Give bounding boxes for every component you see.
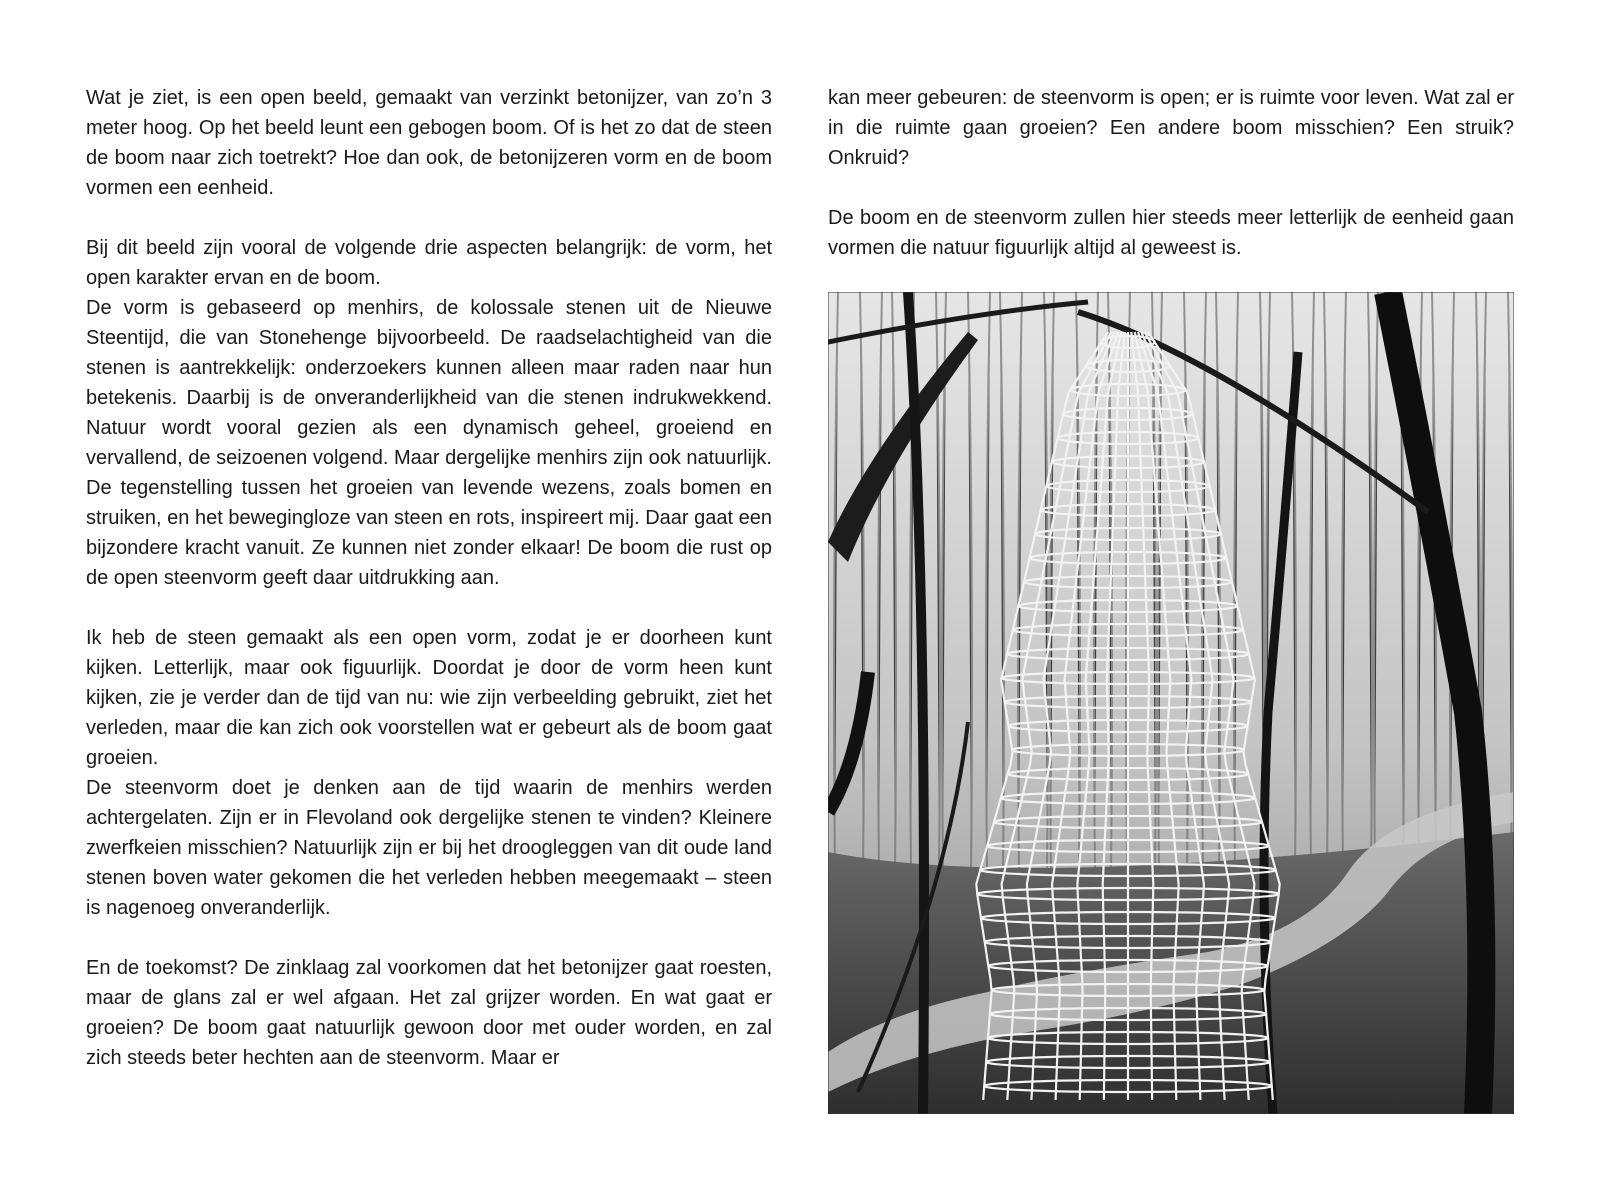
paragraph-2: Bij dit beeld zijn vooral de volgende drie aspecten belangrijk: de vorm, het open karakter ervan en de boom. xyxy=(86,237,772,289)
paragraph-8: De boom en de steenvorm zullen hier steeds meer letterlijk de eenheid gaan vormen die natuur figuurlijk altijd al geweest is. xyxy=(828,207,1514,259)
paragraph-3: De vorm is gebaseerd op menhirs, de kolossale stenen uit de Nieuwe Steentijd, die van Stonehenge bijvoorbeeld. De raadselachtigheid van die stenen is aantrekkelijk: onderzoekers kunnen alleen maar raden naar hun betekenis. Daarbij is de onveranderlijkheid van die stenen indrukwekkend. Natuur wordt vooral gezien als een dynamisch geheel, groeiend en vervallend, de seizoenen volgend. Maar dergelijke menhirs zijn ook natuurlijk. De tegenstelling tussen het groeien van levende wezens, zoals bomen en struiken, en het bewegingloze van steen en rots, inspireert mij. Daar gaat een bijzondere kracht vanuit. Ze kunnen niet zonder elkaar! De boom die rust op de open steenvorm geeft daar uitdrukking aan. xyxy=(86,297,772,589)
paragraph-5: De steenvorm doet je denken aan de tijd waarin de menhirs werden achtergelaten. Zijn er in Flevoland ook dergelijke stenen te vinden? Kleinere zwerfkeien misschien? Natuurlijk zijn er bij het droogleggen van dit oude land stenen boven water gekomen die het verleden hebben meegemaakt – steen is nagenoeg onveranderlijk. xyxy=(86,777,772,919)
right-text-column xyxy=(828,83,1514,263)
left-text-column xyxy=(86,83,772,1073)
sculpture-photo xyxy=(828,292,1514,1114)
paragraph-6: En de toekomst? De zinklaag zal voorkomen dat het betonijzer gaat roesten, maar de glans zal er wel afgaan. Het zal grijzer worden. En wat gaat er groeien? De boom gaat natuurlijk gewoon door met ouder worden, en zal zich steeds beter hechten aan de steenvorm. Maar er xyxy=(86,957,772,1069)
paragraph-1: Wat je ziet, is een open beeld, gemaakt van verzinkt betonijzer, van zo’n 3 meter hoog. Op het beeld leunt een gebogen boom. Of is het zo dat de steen de boom naar zich toetrekt? Hoe dan ook, de betonijzeren vorm en de boom vormen een eenheid. xyxy=(86,87,772,199)
paragraph-7: kan meer gebeuren: de steenvorm is open; er is ruimte voor leven. Wat zal er in die ruimte gaan groeien? Een andere boom misschien? Een struik? Onkruid? xyxy=(828,87,1514,169)
paragraph-4: Ik heb de steen gemaakt als een open vorm, zodat je er doorheen kunt kijken. Letterlijk, maar ook figuurlijk. Doordat je door de vorm heen kunt kijken, zie je verder dan de tijd van nu: wie zijn verbeelding gebruikt, ziet het verleden, maar die kan zich ook voorstellen wat er gebeurt als de boom gaat groeien. xyxy=(86,627,772,769)
sculpture-photo-image xyxy=(828,292,1514,1114)
